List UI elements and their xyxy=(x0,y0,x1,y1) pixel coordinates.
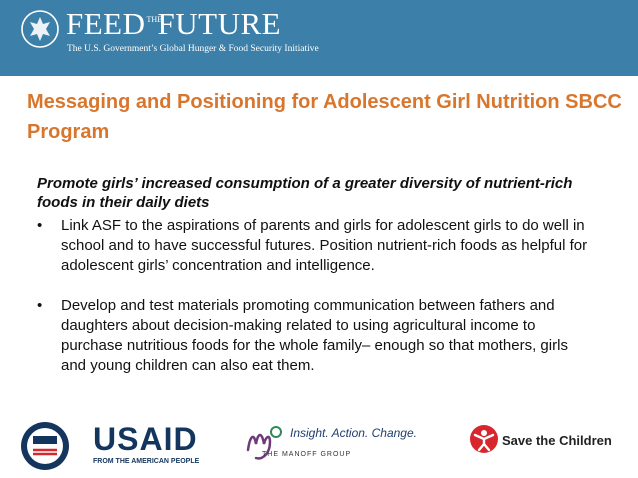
slide-subheading: Promote girls’ increased consumption of a greater diversity of nutrient-rich foods in their daily diets xyxy=(37,175,573,211)
bullet-text: Link ASF to the aspirations of parents and girls for adolescent girls to do well in school and to have successful futures. Position nutrient-rich foods as helpful for adolescent girls’ concentration and intelligence. xyxy=(61,217,588,274)
us-government-seal-icon xyxy=(20,9,60,49)
manoff-tagline: Insight. Action. Change. xyxy=(290,426,417,440)
save-the-children-wordmark: Save the Children xyxy=(502,433,612,448)
bullet-text: Develop and test materials promoting communication between fathers and daughters about decision-making related to using agricultural income to purchase nutritious foods for the whole family– enough so that mothers, girls and young children can also eat them. xyxy=(61,297,568,374)
usaid-seal-icon xyxy=(19,420,81,472)
slide-title: Messaging and Positioning for Adolescent Girl Nutrition SBCC Program xyxy=(27,91,622,143)
save-the-children-logo-icon xyxy=(469,424,499,454)
brand-tagline: The U.S. Government’s Global Hunger & Food Security Initiative xyxy=(67,44,319,54)
usaid-wordmark: USAID xyxy=(93,421,198,457)
list-item xyxy=(37,296,597,376)
feed-the-future-logo xyxy=(66,8,281,40)
bullet-icon: • xyxy=(37,217,43,234)
bullet-icon: • xyxy=(37,297,43,314)
slide-content xyxy=(37,174,597,376)
manoff-group-name: THE MANOFF GROUP xyxy=(262,451,352,458)
brand-feed: FEED xyxy=(66,6,146,41)
partner-logos xyxy=(0,408,638,478)
usaid-subtitle: FROM THE AMERICAN PEOPLE xyxy=(93,458,200,465)
bullet-list xyxy=(37,216,597,376)
list-item xyxy=(37,216,597,276)
brand-future: FUTURE xyxy=(157,6,282,41)
brand-the: THE xyxy=(146,15,163,24)
feed-the-future-banner xyxy=(0,0,638,76)
